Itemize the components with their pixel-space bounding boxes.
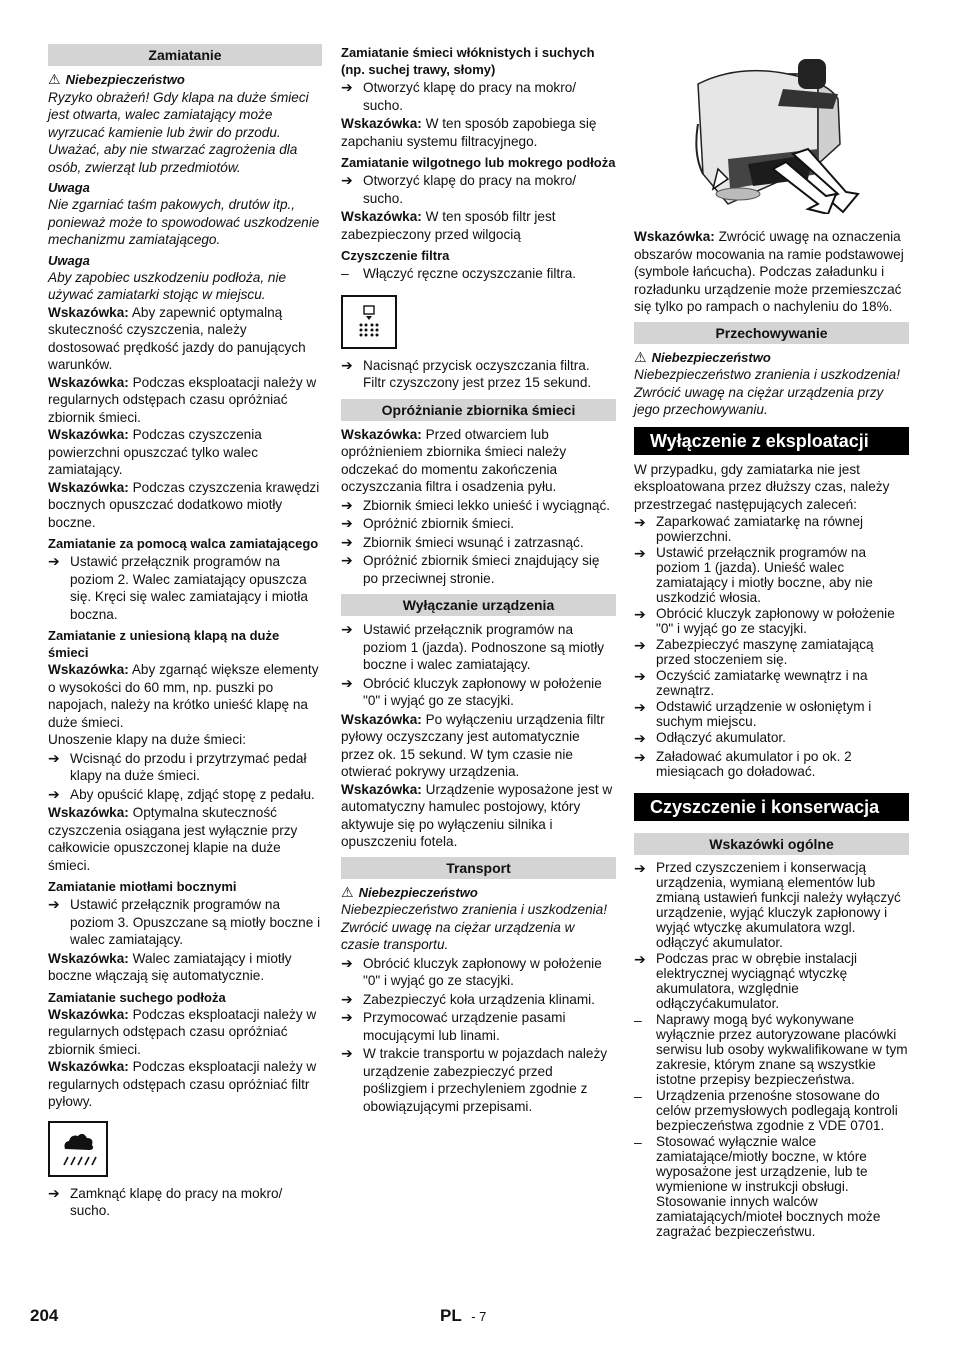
column-right <box>634 44 909 1240</box>
arrow-right-icon: ➔ <box>341 79 353 95</box>
arrow-right-icon: ➔ <box>341 356 353 373</box>
caution-text: Nie zgarniać taśm pakowych, drutów itp., ponieważ może to spowodować uszkodzenie mechanizmu zamiatającego. <box>48 197 320 247</box>
text-line: Unoszenie klapy na duże śmieci: <box>48 732 246 747</box>
note-paragraph: Wskazówka: Podczas eksploatacji należy w regularnych odstępach czasu opróżniać filtr pyłowy. <box>48 1059 317 1109</box>
arrow-right-icon: ➔ <box>341 1009 353 1025</box>
section-heading-przechowywanie: Przechowywanie <box>634 322 909 344</box>
step-item: ➔ Ustawić przełącznik programów na poziom 2. Walec zamiatający opuszcza się. Kręci się walec zamiatający i miotła boczna. <box>48 553 308 622</box>
danger-text: Ryzyko obrażeń! Gdy klapa na duże śmieci jest otwarta, walec zamiatający może wyrzucać kamienie lub żwir do przodu. Uważać, aby nie stwarzać zagrożenia dla osób, zwierząt lub przedmiotów. <box>48 89 309 175</box>
step-item: ➔ Oczyścić zamiatarkę wewnątrz i na zewnątrz. <box>634 668 868 698</box>
filter-clean-icon <box>341 295 397 349</box>
step-item: ➔ Ustawić przełącznik programów na poziom 1 (jazda). Podnoszone są miotły boczne i walec zamiatający. <box>341 621 605 672</box>
step-item: ➔ Zaparkować zamiatarkę na równej powierzchni. <box>634 514 864 544</box>
subheading-walec: Zamiatanie za pomocą walca zamiatającego <box>48 536 319 551</box>
step-item: ➔ Odłączyć akumulator. <box>634 730 786 746</box>
arrow-right-icon: ➔ <box>634 514 646 530</box>
column-middle <box>341 44 616 1116</box>
note-paragraph: Wskazówka: Urządzenie wyposażone jest w automatyczny hamulec postojowy, który aktywuje się po wyłączeniu silnika i opuszczeniu fotela. <box>341 781 613 849</box>
danger-text: Niebezpieczeństwo zranienia i uszkodzenia! Zwrócić uwagę na ciężar urządzenia w czasie transportu. <box>341 902 607 952</box>
arrow-right-icon: ➔ <box>341 552 353 568</box>
note-paragraph: Wskazówka: Walec zamiatający i miotły boczne włączają się automatycznie. <box>48 950 292 983</box>
step-item: ➔ Zbiornik śmieci wsunąć i zatrzasnąć. <box>341 533 584 550</box>
arrow-right-icon: ➔ <box>341 990 353 1007</box>
warning-triangle-icon: ⚠ <box>341 883 354 900</box>
arrow-right-icon: ➔ <box>48 749 60 766</box>
caution-text: Aby zapobiec uszkodzeniu podłoża, nie używać zamiatarki stojąc w miejscu. <box>48 269 287 302</box>
arrow-right-icon: ➔ <box>634 606 646 622</box>
arrow-right-icon: ➔ <box>48 1184 60 1201</box>
dash-item: – Stosować wyłącznie walce zamiatające/miotły boczne, w które wyposażone jest urządzenie, lub te wymienione w instrukcji obsługi. Stosowanie innych walców zamiatających/mioteł bocznych może zagrażać bezpieczeństwu. <box>634 1133 881 1239</box>
arrow-right-icon: ➔ <box>341 954 353 971</box>
step-item: ➔ Zabezpieczyć maszynę zamiatającą przed stoczeniem się. <box>634 637 874 667</box>
step-item: ➔ Otworzyć klapę do pracy na mokro/ sucho. <box>341 79 577 113</box>
arrow-right-icon: ➔ <box>634 637 646 653</box>
dash-item: – Urządzenia przenośne stosowane do celów przemysłowych podlegają kontroli bezpieczeństwa zgodnie z VDE 0701. <box>634 1087 898 1133</box>
arrow-right-icon: ➔ <box>634 730 646 746</box>
arrow-right-icon: ➔ <box>341 674 353 691</box>
chapter-heading-czyszczenie: Czyszczenie i konserwacja <box>634 793 909 821</box>
danger-text: Niebezpieczeństwo zranienia i uszkodzenia! Zwrócić uwagę na ciężar urządzenia przy jego przechowywaniu. <box>634 367 900 417</box>
caution-heading: Uwaga <box>48 252 90 268</box>
subheading-filtr: Czyszczenie filtra <box>341 248 450 263</box>
warning-triangle-icon: ⚠ <box>48 71 61 87</box>
note-paragraph: Wskazówka: Aby zgarnąć większe elementy o wysokości do 60 mm, np. puszki po napojach, należy na krótko unieść klapę na duże śmieci. <box>48 662 319 730</box>
step-item: ➔ Odstawić urządzenie w osłoniętym i suchym miejscu. <box>634 699 872 729</box>
dash-item: – Włączyć ręczne oczyszczanie filtra. <box>341 265 577 281</box>
column-left <box>48 44 322 1221</box>
step-item: ➔ Opróżnić zbiornik śmieci znajdujący się po przeciwnej stronie. <box>341 552 600 586</box>
note-paragraph: Wskazówka: Podczas eksploatacji należy w regularnych odstępach czasu opróżniać zbiornik śmieci. <box>48 1006 317 1057</box>
arrow-right-icon: ➔ <box>634 950 646 967</box>
language-code: PL <box>440 1306 462 1325</box>
page-language-marker <box>440 1307 486 1326</box>
note-paragraph: Wskazówka: W ten sposób zapobiega się zapchaniu systemu filtracyjnego. <box>341 116 597 149</box>
arrow-right-icon: ➔ <box>341 496 353 513</box>
note-paragraph: Wskazówka: Aby zapewnić optymalną skuteczność czyszczenia, należy dostosować prędkość jazdy do panujących warunków. <box>48 304 306 372</box>
note-paragraph: Wskazówka: Zwrócić uwagę na oznaczenia obszarów mocowania na ramie podstawowej (symbole łańcucha). Podczas załadunku i rozładunku urządzenie może przemieszczać się tylko po rampach o nachyleniu do 18%. <box>634 229 904 314</box>
arrow-right-icon: ➔ <box>48 785 60 802</box>
subheading-suche: Zamiatanie suchego podłoża <box>48 989 226 1005</box>
arrow-right-icon: ➔ <box>341 1045 353 1061</box>
step-item: ➔ Obrócić kluczyk zapłonowy w położenie "0" i wyjąć go ze stacyjki. <box>341 674 602 708</box>
step-item: ➔ Zamknąć klapę do pracy na mokro/ sucho. <box>48 1184 283 1218</box>
subheading-mokre: Zamiatanie wilgotnego lub mokrego podłoża <box>341 155 616 170</box>
section-heading-zamiatanie: Zamiatanie <box>48 44 322 66</box>
caution-heading: Uwaga <box>48 180 90 195</box>
section-heading-ogolne: Wskazówki ogólne <box>634 833 909 855</box>
page-sub-number: - 7 <box>471 1309 487 1324</box>
note-paragraph: Wskazówka: Optymalna skuteczność czyszczenia osiągana jest wyłącznie przy całkowicie opuszczonej klapie na duże śmieci. <box>48 805 298 873</box>
step-item: ➔ Obrócić kluczyk zapłonowy w położenie "0" i wyjąć go ze stacyjki. <box>634 606 895 636</box>
step-item: ➔ Nacisnąć przycisk oczyszczania filtra. Filtr czyszczony jest przez 15 sekund. <box>341 356 592 390</box>
step-item: ➔ Ustawić przełącznik programów na poziom 3. Opuszczane są miotły boczne i walec zamiatający. <box>48 896 321 947</box>
step-item: ➔ Przymocować urządzenie pasami mocującymi lub linami. <box>341 1009 566 1043</box>
step-item: ➔ Zbiornik śmieci lekko unieść i wyciągnąć. <box>341 496 611 513</box>
danger-heading: ⚠ Niebezpieczeństwo <box>341 883 478 900</box>
note-paragraph: Wskazówka: Podczas czyszczenia powierzchni opuszczać tylko walec zamiatający. <box>48 427 262 477</box>
dry-weather-icon <box>48 1121 108 1177</box>
note-paragraph: Wskazówka: Po wyłączeniu urządzenia filtr pyłowy oczyszczany jest automatycznie przez ok. 15 sekund. W tym czasie nie otwierać pokrywy urządzenia. <box>341 711 605 779</box>
note-paragraph: Wskazówka: Przed otwarciem lub opróżnieniem zbiornika śmieci należy odczekać do momentu zakończenia oczyszczania filtra i osadzenia pyłu. <box>341 426 567 494</box>
arrow-right-icon: ➔ <box>341 533 353 550</box>
arrow-right-icon: ➔ <box>341 515 353 531</box>
step-item: ➔ Załadować akumulator i po ok. 2 miesiącach go doładować. <box>634 748 852 779</box>
arrow-right-icon: ➔ <box>48 553 60 569</box>
step-item: ➔ Obrócić kluczyk zapłonowy w położenie "0" i wyjąć go ze stacyjki. <box>341 954 602 988</box>
step-item: ➔ Opróżnić zbiornik śmieci. <box>341 515 515 531</box>
arrow-right-icon: ➔ <box>634 748 646 765</box>
intro-paragraph: W przypadku, gdy zamiatarka nie jest eksploatowana przez dłuższy czas, należy przestrzegać następujących zaleceń: <box>634 461 890 512</box>
arrow-right-icon: ➔ <box>634 668 646 684</box>
arrow-right-icon: ➔ <box>634 699 646 715</box>
step-item: ➔ W trakcie transportu w pojazdach należy urządzenie zabezpieczyć przed poślizgiem i przechyleniem zgodnie z obowiązującymi przepisami. <box>341 1045 608 1114</box>
arrow-right-icon: ➔ <box>341 621 353 637</box>
step-item: ➔ Podczas prac w obrębie instalacji elektrycznej wyciągnąć wtyczkę akumulatora, względnie odłączyćakumulator. <box>634 950 857 1011</box>
note-paragraph: Wskazówka: Podczas czyszczenia krawędzi bocznych opuszczać dodatkowo miotły boczne. <box>48 479 320 530</box>
step-item: ➔ Ustawić przełącznik programów na poziom 1 (jazda). Unieść walec zamiatający i miotły boczne, aby nie uszkodzić włosia. <box>634 545 873 605</box>
step-item: ➔ Przed czyszczeniem i konserwacją urządzenia, wymianą elementów lub zmianą ustawień funkcji należy wyłączyć urządzenie, wyjąć kluczyk zapłonowy i wyjąć wtyczkę akumulatora wzgl. odłączyć akumulator. <box>634 859 901 950</box>
note-paragraph: Wskazówka: W ten sposób filtr jest zabezpieczony przed wilgocią <box>341 209 556 242</box>
arrow-right-icon: ➔ <box>634 545 646 561</box>
arrow-right-icon: ➔ <box>634 859 646 876</box>
dash-item: – Naprawy mogą być wykonywane wyłącznie przez autoryzowane placówki serwisu lub osoby wykwalifikowane w tym zakresie, którym znane są wszystkie istotne przepisy bezpieczeństwa. <box>634 1011 908 1087</box>
warning-triangle-icon: ⚠ <box>634 348 647 365</box>
note-paragraph: Wskazówka: Podczas eksploatacji należy w regularnych odstępach czasu opróżniać zbiornik śmieci. <box>48 374 317 425</box>
section-heading-oproznianie: Opróżnianie zbiornika śmieci <box>341 399 616 421</box>
section-heading-wylaczanie: Wyłączanie urządzenia <box>341 594 616 616</box>
subheading-klapa: Zamiatanie z uniesioną klapą na duże śmieci <box>48 628 280 660</box>
step-item: ➔ Zabezpieczyć koła urządzenia klinami. <box>341 990 595 1007</box>
step-item: ➔ Otworzyć klapę do pracy na mokro/ sucho. <box>341 172 577 206</box>
arrow-right-icon: ➔ <box>341 172 353 188</box>
step-item: ➔ Aby opuścić klapę, zdjąć stopę z pedału. <box>48 785 315 802</box>
danger-heading: ⚠ Niebezpieczeństwo <box>48 71 185 87</box>
danger-heading: ⚠ Niebezpieczeństwo <box>634 348 771 365</box>
section-heading-transport: Transport <box>341 857 616 879</box>
page-number: 204 <box>30 1306 59 1325</box>
chapter-heading-wylaczenie: Wyłączenie z eksploatacji <box>634 427 909 455</box>
sweeper-machine-image <box>668 54 908 214</box>
subheading-miotly: Zamiatanie miotłami bocznymi <box>48 879 237 894</box>
subheading-wlokniste: Zamiatanie śmieci włóknistych i suchych (np. suchej trawy, słomy) <box>341 45 595 77</box>
arrow-right-icon: ➔ <box>48 896 60 912</box>
step-item: ➔ Wcisnąć do przodu i przytrzymać pedał klapy na duże śmieci. <box>48 749 307 783</box>
